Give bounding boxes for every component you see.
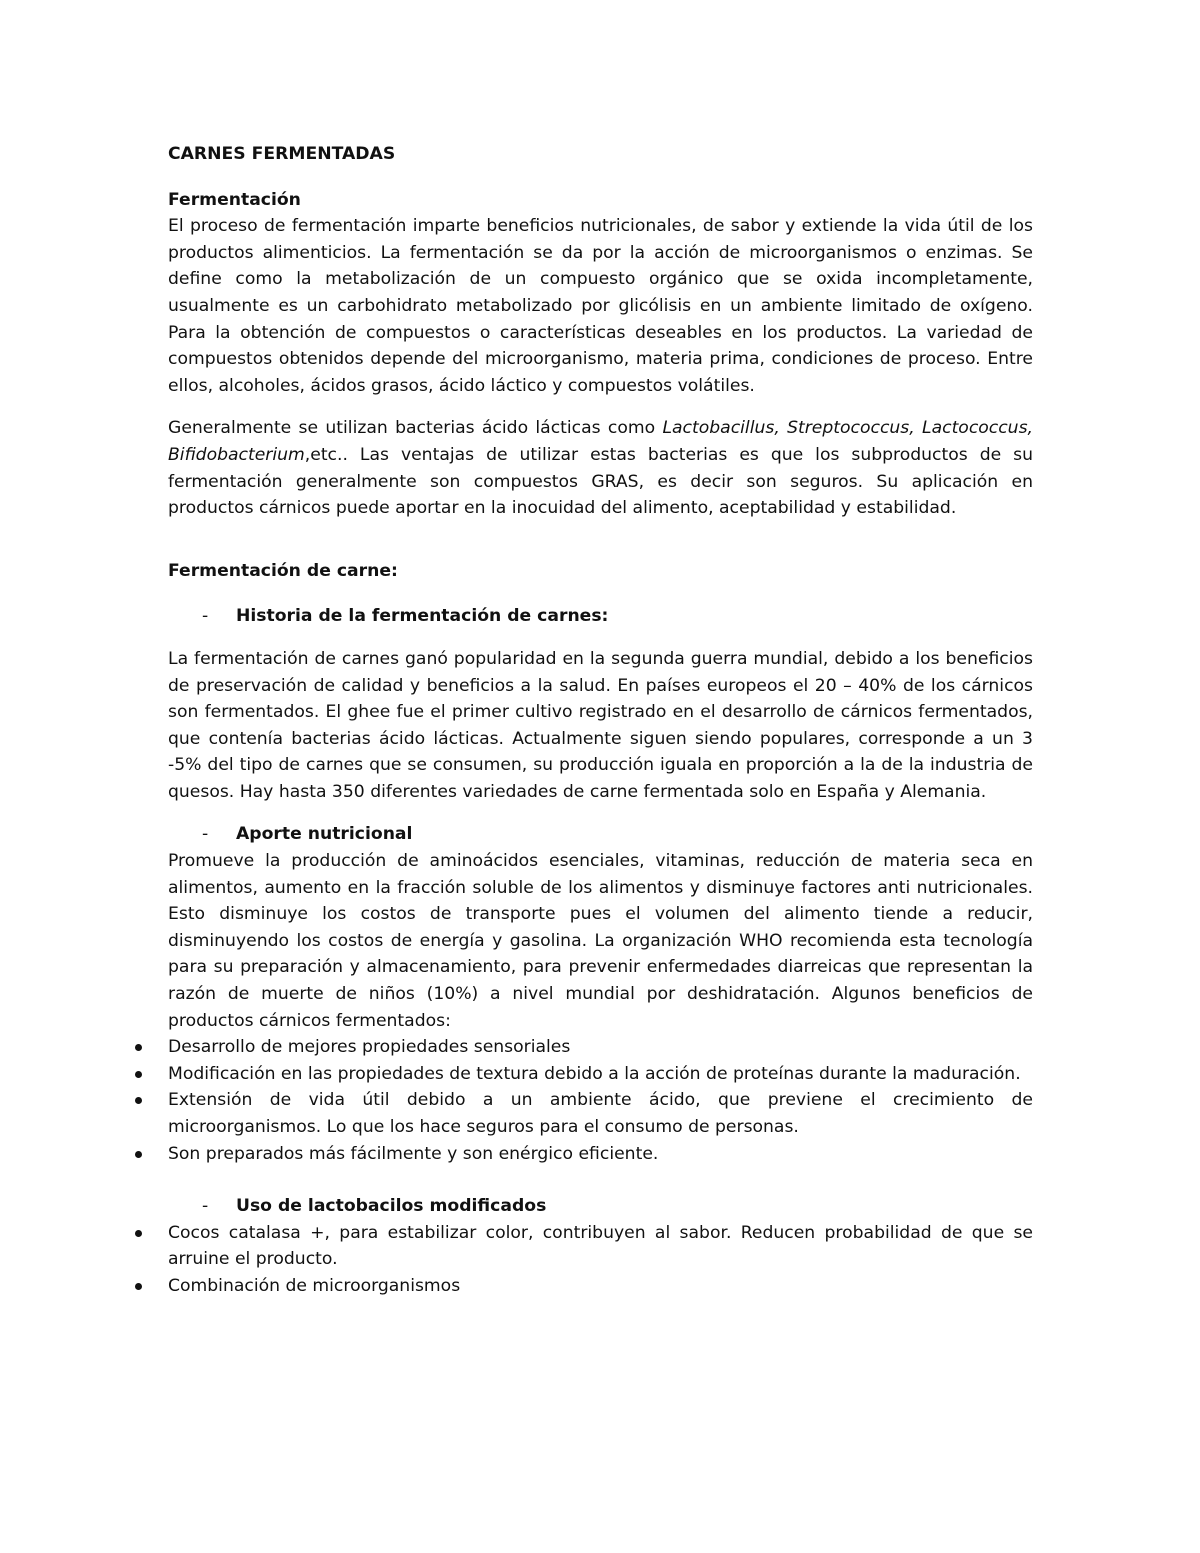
subheading-history-label: Historia de la fermentación de carnes:: [236, 606, 609, 627]
subheading-nutrition: [168, 821, 1033, 848]
lactic-bacteria-text-end: ,etc.. Las ventajas de utilizar estas bacterias es que los subproductos de su fermentación generalmente son compuestos GRAS, es decir son seguros. Su aplicación en productos cárnicos puede aportar en la inocuidad del alimento, aceptabilidad y estabilidad.: [168, 444, 1033, 519]
lactobacilli-list: [168, 1220, 1033, 1300]
list-item-text: Cocos catalasa +, para estabilizar color, contribuyen al sabor. Reducen probabilidad de que se arruine el producto.: [168, 1222, 1033, 1270]
bullet-icon: [135, 1283, 142, 1290]
bullet-icon: [135, 1097, 142, 1104]
bullet-icon: [135, 1044, 142, 1051]
list-item: [168, 1273, 1033, 1300]
section-heading-fermentacion-carne: Fermentación de carne:: [168, 560, 398, 581]
list-item-text: Combinación de microorganismos: [168, 1275, 461, 1296]
dash-marker: -: [202, 606, 209, 627]
bullet-icon: [135, 1151, 142, 1158]
document-title: CARNES FERMENTADAS: [168, 144, 396, 164]
section-heading-fermentacion: Fermentación: [168, 189, 301, 210]
subheading-lactobacilli-label: Uso de lactobacilos modificados: [236, 1196, 547, 1217]
list-spacer: [168, 1167, 1033, 1193]
list-item: [168, 1220, 1033, 1273]
dash-marker: -: [202, 1196, 209, 1217]
bullet-icon: [135, 1230, 142, 1237]
list-item-text: Extensión de vida útil debido a un ambiente ácido, que previene el crecimiento de microorganismos. Lo que los hace seguros para el consumo de personas.: [168, 1090, 1033, 1137]
list-item: [168, 1087, 1033, 1140]
benefits-list: [168, 1034, 1033, 1167]
list-item-text: Son preparados más fácilmente y son enérgico eficiente.: [168, 1143, 659, 1164]
list-item: [168, 1061, 1033, 1088]
dash-marker: -: [202, 824, 209, 845]
subheading-history: [168, 603, 1033, 630]
list-item-text: Desarrollo de mejores propiedades sensoriales: [168, 1037, 571, 1058]
paragraph-fermentation-definition: El proceso de fermentación imparte beneficios nutricionales, de sabor y extiende la vida útil de los productos alimenticios. La fermentación se da por la acción de microorganismos o enzimas. Se define como la metabolización de un compuesto orgánico que se oxida incompletamente, usualmente es un carbohidrato metabolizado por glicólisis en un ambiente limitado de oxígeno. Para la obtención de compuestos o características deseables en los productos. La variedad de compuestos obtenidos depende del microorganismo, materia prima, condiciones de proceso. Entre ellos, alcoholes, ácidos grasos, ácido láctico y compuestos volátiles.: [168, 216, 1033, 396]
subheading-lactobacilli: [168, 1193, 1033, 1220]
bullet-icon: [135, 1071, 142, 1078]
subheading-nutrition-label: Aporte nutricional: [236, 824, 413, 845]
section-spacer: [168, 522, 1033, 558]
paragraph-nutrition: Promueve la producción de aminoácidos esenciales, vitaminas, reducción de materia seca en alimentos, aumento en la fracción soluble de los alimentos y disminuye factores anti nutricionales. Esto disminuye los costos de transporte pues el volumen del alimento tiende a reducir, disminuyendo los costos de energía y gasolina. La organización WHO recomienda esta tecnología para su preparación y almacenamiento, para prevenir enfermedades diarreicas que representan la razón de muerte de niños (10%) a nivel mundial por deshidratación. Algunos beneficios de productos cárnicos fermentados:: [168, 851, 1033, 1031]
list-item-text: Modificación en las propiedades de textura debido a la acción de proteínas durante la maduración.: [168, 1063, 1021, 1084]
lactic-bacteria-text-start: Generalmente se utilizan bacterias ácido lácticas como: [168, 418, 663, 439]
list-item: [168, 1141, 1033, 1168]
list-item: [168, 1034, 1033, 1061]
paragraph-lactic-bacteria: [168, 415, 1033, 521]
paragraph-history: La fermentación de carnes ganó popularidad en la segunda guerra mundial, debido a los beneficios de preservación de calidad y beneficios a la salud. En países europeos el 20 – 40% de los cárnicos son fermentados. El ghee fue el primer cultivo registrado en el desarrollo de cárnicos fermentados, que contenía bacterias ácido lácticas. Actualmente siguen siendo populares, corresponde a un 3 -5% del tipo de carnes que se consumen, su producción iguala en proporción a la de la industria de quesos. Hay hasta 350 diferentes variedades de carne fermentada solo en España y Alemania.: [168, 648, 1033, 802]
bacteria-genera-italic: Lactobacillus, Streptococcus, Lactococcus, Bifidobacterium: [168, 418, 1033, 465]
document-body: [168, 141, 1033, 1300]
